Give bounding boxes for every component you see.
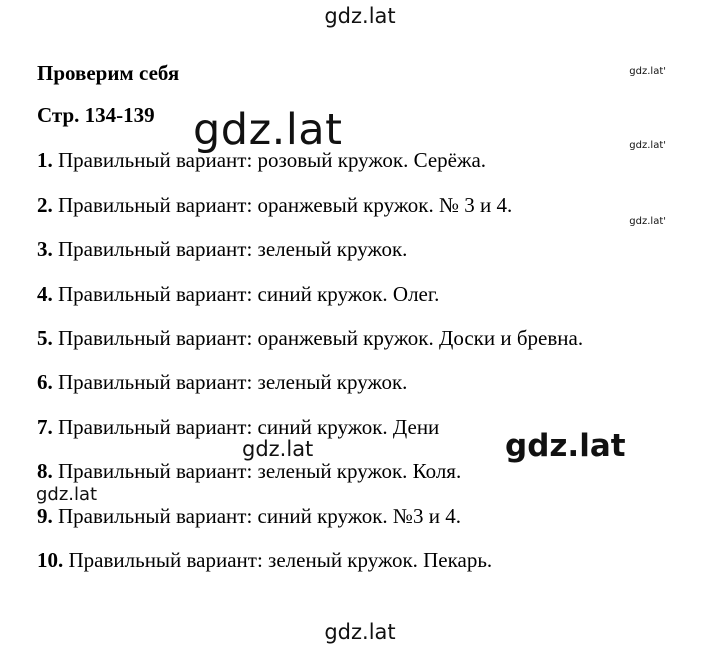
answer-line bbox=[37, 415, 439, 440]
answer-line bbox=[37, 193, 512, 218]
answer-number: 6. bbox=[37, 370, 53, 394]
watermark-tiny-1: gdz.lat' bbox=[629, 66, 666, 77]
answer-number: 2. bbox=[37, 193, 53, 217]
answer-number: 3. bbox=[37, 237, 53, 261]
answer-line bbox=[37, 459, 461, 484]
answer-text: Правильный вариант: синий кружок. Олег. bbox=[52, 282, 440, 306]
answer-text: Правильный вариант: зеленый кружок. bbox=[52, 237, 408, 261]
answer-number: 4. bbox=[37, 282, 53, 306]
answer-text: Правильный вариант: зеленый кружок. Коля. bbox=[52, 459, 462, 483]
answer-number: 9. bbox=[37, 504, 53, 528]
answer-number: 1. bbox=[37, 148, 53, 172]
watermark-bold: gdz.lat bbox=[505, 428, 626, 464]
answer-line bbox=[37, 504, 461, 529]
watermark-left: gdz.lat bbox=[36, 484, 98, 505]
page-title: Проверим себя bbox=[37, 61, 180, 85]
answer-line bbox=[37, 370, 407, 395]
answer-text: Правильный вариант: оранжевый кружок. № 3 и 4. bbox=[52, 193, 513, 217]
answer-text: Правильный вариант: зеленый кружок. Пекарь. bbox=[63, 548, 493, 572]
answer-number: 10. bbox=[37, 548, 64, 572]
answer-text: Правильный вариант: розовый кружок. Серёжа. bbox=[52, 148, 487, 172]
watermark-tiny-3: gdz.lat' bbox=[629, 216, 666, 227]
answer-text: Правильный вариант: зеленый кружок. bbox=[52, 370, 408, 394]
answer-line bbox=[37, 282, 439, 307]
answer-line bbox=[37, 237, 407, 262]
answer-text: Правильный вариант: оранжевый кружок. Доски и бревна. bbox=[52, 326, 584, 350]
watermark-top: gdz.lat bbox=[324, 4, 396, 28]
answer-line bbox=[37, 326, 583, 351]
page-range: Стр. 134-139 bbox=[37, 103, 155, 127]
answer-text: Правильный вариант: синий кружок. №3 и 4. bbox=[52, 504, 461, 528]
watermark-large: gdz.lat bbox=[193, 105, 343, 155]
answer-number: 7. bbox=[37, 415, 53, 439]
watermark-middle: gdz.lat bbox=[242, 437, 314, 461]
watermark-bottom: gdz.lat bbox=[324, 620, 396, 644]
answer-line bbox=[37, 548, 492, 573]
watermark-tiny-2: gdz.lat' bbox=[629, 140, 666, 151]
answer-number: 5. bbox=[37, 326, 53, 350]
answer-number: 8. bbox=[37, 459, 53, 483]
answer-text: Правильный вариант: синий кружок. Дени bbox=[52, 415, 440, 439]
